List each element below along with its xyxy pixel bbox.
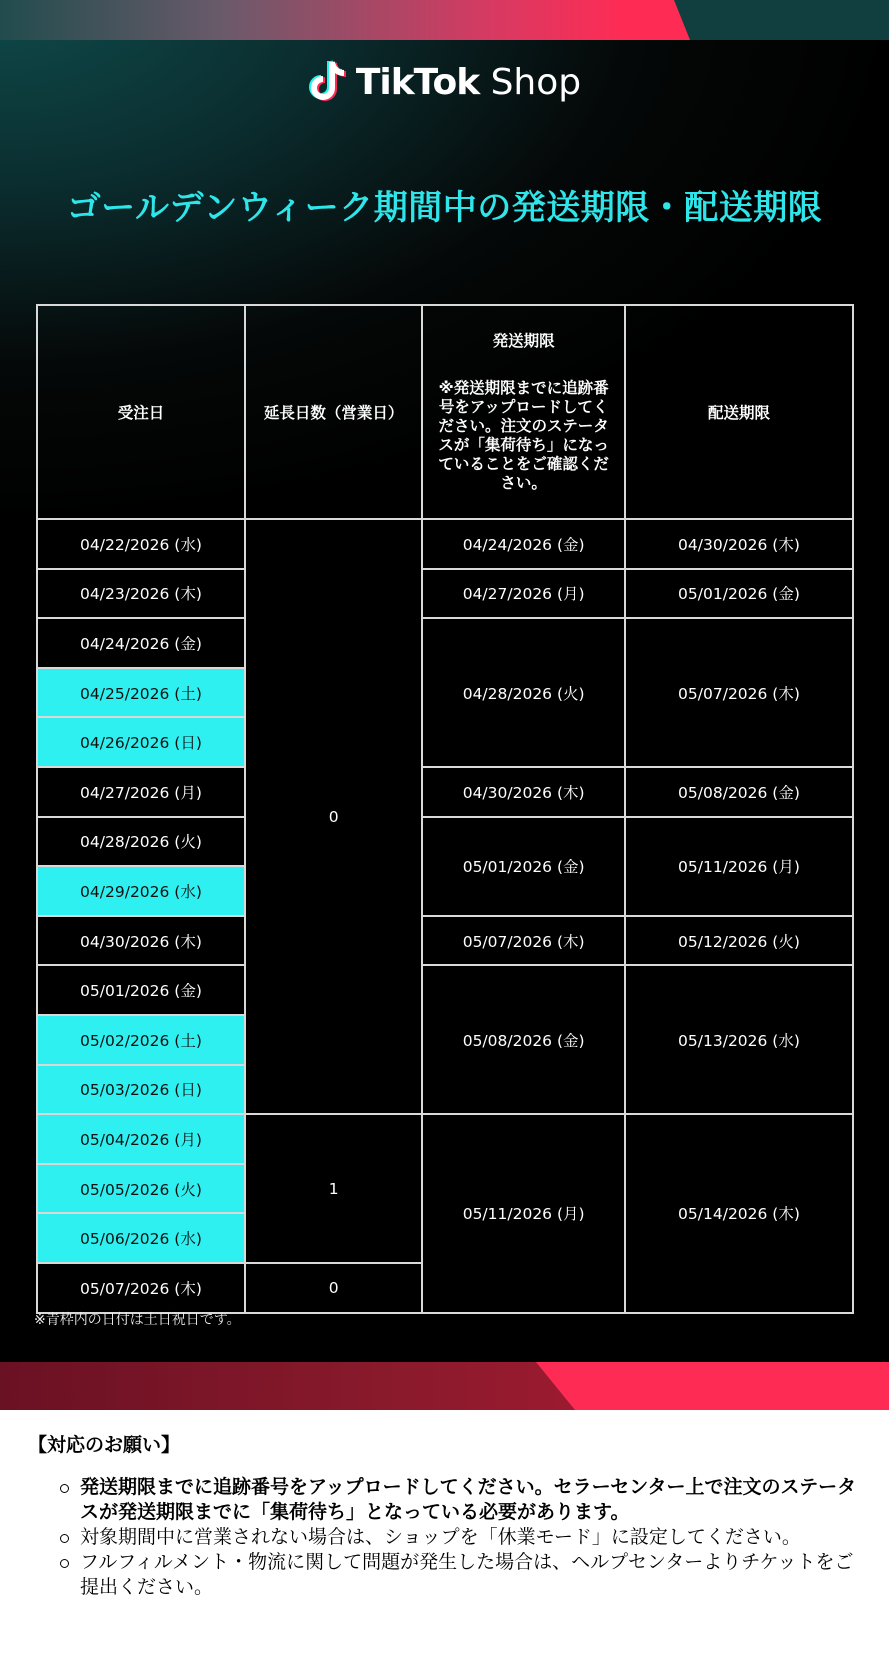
table-row <box>37 817 853 867</box>
order-date-cell: 04/28/2026 (火) <box>37 817 245 867</box>
ship-deadline-cell: 04/24/2026 (金) <box>422 519 625 569</box>
table-row <box>37 965 853 1015</box>
order-date-cell-holiday: 05/06/2026 (水) <box>37 1213 245 1263</box>
list-item: 対象期間中に営業されない場合は、ショップを「休業モード」に設定してください。 <box>28 1525 868 1550</box>
top-decor-strip-right <box>660 0 889 40</box>
order-date-cell-holiday: 04/26/2026 (日) <box>37 717 245 767</box>
order-date-cell: 04/24/2026 (金) <box>37 618 245 668</box>
delivery-deadline-cell: 05/11/2026 (月) <box>625 817 853 916</box>
list-item: 発送期限までに追跡番号をアップロードしてください。セラーセンター上で注文のステータスが発送期限までに「集荷待ち」となっている必要があります。 <box>28 1475 868 1525</box>
header-ship-note: ※発送期限までに追跡番号をアップロードしてください。注文のステータスが「集荷待ち」になっていることをご確認ください。 <box>438 378 609 492</box>
header-ship-deadline <box>422 305 625 519</box>
ship-deadline-cell: 04/28/2026 (火) <box>422 618 625 767</box>
delivery-deadline-cell: 05/13/2026 (水) <box>625 965 853 1114</box>
tiktok-shop-logo <box>0 52 889 112</box>
delivery-deadline-cell: 05/08/2026 (金) <box>625 767 853 817</box>
order-date-cell: 05/07/2026 (木) <box>37 1263 245 1313</box>
order-date-cell: 04/22/2026 (水) <box>37 519 245 569</box>
logo-shop: Shop <box>479 61 582 103</box>
delivery-deadline-cell: 05/01/2026 (金) <box>625 569 853 619</box>
table-header-row <box>37 305 853 519</box>
table-row <box>37 1114 853 1164</box>
header-ship-title: 発送期限 <box>492 331 555 350</box>
ship-deadline-cell: 04/30/2026 (木) <box>422 767 625 817</box>
header-order-date: 受注日 <box>37 305 245 519</box>
order-date-cell-holiday: 05/05/2026 (火) <box>37 1164 245 1214</box>
extension-cell: 0 <box>245 1263 422 1313</box>
delivery-deadline-cell: 05/07/2026 (木) <box>625 618 853 767</box>
delivery-deadline-cell: 05/12/2026 (火) <box>625 916 853 966</box>
ship-deadline-cell: 05/01/2026 (金) <box>422 817 625 916</box>
ship-deadline-cell: 05/11/2026 (月) <box>422 1114 625 1312</box>
order-date-cell-holiday: 04/29/2026 (水) <box>37 866 245 916</box>
header-delivery-deadline: 配送期限 <box>625 305 853 519</box>
schedule-table <box>36 304 854 1314</box>
extension-cell: 1 <box>245 1114 422 1263</box>
order-date-cell: 05/01/2026 (金) <box>37 965 245 1015</box>
table-row <box>37 767 853 817</box>
order-date-cell-holiday: 05/02/2026 (土) <box>37 1015 245 1065</box>
header-extension-days: 延長日数（営業日） <box>245 305 422 519</box>
delivery-deadline-cell: 05/14/2026 (木) <box>625 1114 853 1312</box>
extension-cell: 0 <box>245 519 422 1114</box>
page-title: ゴールデンウィーク期間中の発送期限・配送期限 <box>66 188 823 228</box>
table-row <box>37 519 853 569</box>
tiktok-note-icon <box>308 58 350 106</box>
holiday-note: ※青枠内の日付は土日祝日です。 <box>34 1312 241 1328</box>
ship-deadline-cell: 05/07/2026 (木) <box>422 916 625 966</box>
list-item: フルフィルメント・物流に関して問題が発生した場合は、ヘルプセンターよりチケットをご提出ください。 <box>28 1550 868 1600</box>
order-date-cell: 04/27/2026 (月) <box>37 767 245 817</box>
order-date-cell: 04/30/2026 (木) <box>37 916 245 966</box>
order-date-cell-holiday: 05/04/2026 (月) <box>37 1114 245 1164</box>
delivery-deadline-cell: 04/30/2026 (木) <box>625 519 853 569</box>
request-title: 【対応のお願い】 <box>28 1434 181 1456</box>
request-list <box>28 1475 868 1600</box>
order-date-cell-holiday: 05/03/2026 (日) <box>37 1065 245 1115</box>
table-row <box>37 916 853 966</box>
table-row <box>37 618 853 668</box>
order-date-cell-holiday: 04/25/2026 (土) <box>37 668 245 718</box>
ship-deadline-cell: 04/27/2026 (月) <box>422 569 625 619</box>
request-section <box>28 1430 868 1600</box>
logo-tiktok: TikTok <box>355 61 480 103</box>
table-row <box>37 569 853 619</box>
order-date-cell: 04/23/2026 (木) <box>37 569 245 619</box>
ship-deadline-cell: 05/08/2026 (金) <box>422 965 625 1114</box>
